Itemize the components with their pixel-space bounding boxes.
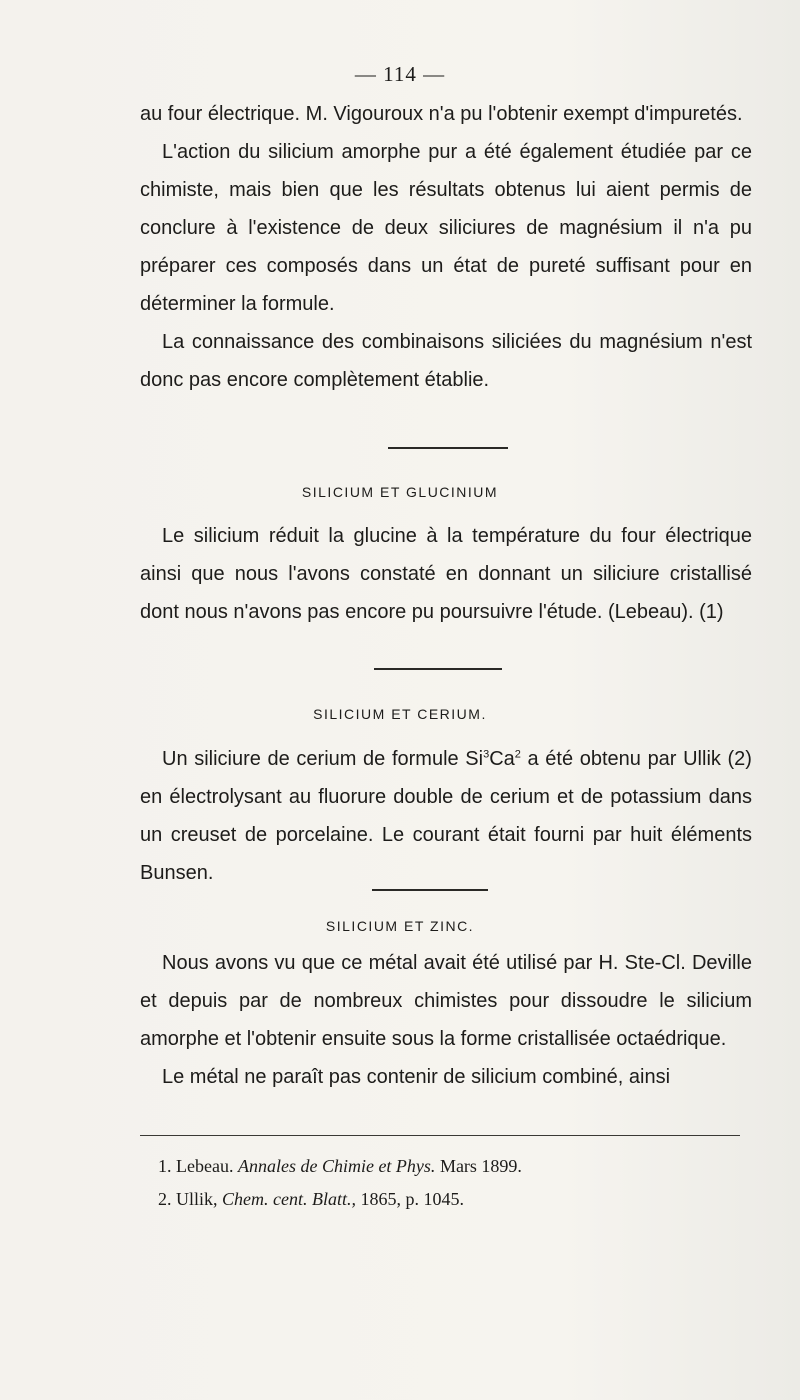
footnote-title: Chem. cent. Blatt., xyxy=(222,1189,356,1209)
footnotes xyxy=(158,1150,758,1216)
footnote-title: Annales de Chimie et Phys. xyxy=(237,1156,436,1176)
cerium-text-before-formula: Un siliciure de cerium de formule xyxy=(162,748,459,770)
paragraph-zinc-1: Nous avons vu que ce métal avait été utilisé par H. Ste-Cl. Deville et depuis par de nombreux chimistes pour dissoudre le silicium amorphe et l'obtenir ensuite sous la forme cristallisée octaédrique. xyxy=(140,952,752,1050)
footnote-separator xyxy=(140,1135,740,1136)
footnote-2 xyxy=(158,1183,758,1216)
section-divider-rule xyxy=(372,889,488,891)
section-text-block-zinc xyxy=(140,944,752,1096)
paragraph-zinc-2: Le métal ne paraît pas contenir de silicium combiné, ainsi xyxy=(162,1066,671,1088)
paragraph-glucinium: Le silicium réduit la glucine à la température du four électrique ainsi que nous l'avons constaté en donnant un siliciure cristallisé dont nous n'avons pas encore pu poursuivre l'étude. (Lebeau). (1) xyxy=(140,525,752,623)
section-heading-cerium: SILICIUM ET CERIUM. xyxy=(313,706,487,722)
footnote-author: Lebeau. xyxy=(176,1156,234,1176)
section-heading-glucinium: SILICIUM ET GLUCINIUM xyxy=(301,484,499,500)
section-text-block-glucinium xyxy=(140,517,752,631)
section-divider-rule xyxy=(388,447,508,449)
paragraph-continuation: au four électrique. M. Vigouroux n'a pu l'obtenir exempt d'impuretés. xyxy=(140,103,743,125)
section-text-block-cerium xyxy=(140,740,752,892)
opening-text-block xyxy=(140,95,752,399)
paragraph-cerium xyxy=(140,740,752,892)
section-divider-rule xyxy=(374,668,502,670)
footnote-number: 1. xyxy=(158,1156,172,1176)
footnote-detail: 1865, p. 1045. xyxy=(360,1189,464,1209)
section-heading-zinc: SILICIUM ET ZINC. xyxy=(325,918,475,934)
paragraph-action-silicium: L'action du silicium amorphe pur a été également étudiée par ce chimiste, mais bien que les résultats obtenus lui aient permis de conclure à l'existence de deux siliciures de magnésium il n'a pu préparer ces composés dans un état de pureté suffisant pour en déterminer la formule. xyxy=(140,141,752,315)
footnote-author: Ullik, xyxy=(176,1189,218,1209)
cerium-text-after-formula: a été obtenu par Ullik (2) en électrolysant au fluorure double de cerium et de potassium dans un creuset de porcelaine. Le courant était fourni par huit éléments Bunsen. xyxy=(140,748,752,884)
paragraph-connaissance: La connaissance des combinaisons siliciées du magnésium n'est donc pas encore complètement établie. xyxy=(140,331,752,391)
footnote-1 xyxy=(158,1150,758,1183)
page-number: — 114 — xyxy=(354,62,446,86)
footnote-number: 2. xyxy=(158,1189,172,1209)
footnote-detail: Mars 1899. xyxy=(439,1156,522,1176)
cerium-formula: Si$^3$Ca$^2$ xyxy=(465,748,521,770)
